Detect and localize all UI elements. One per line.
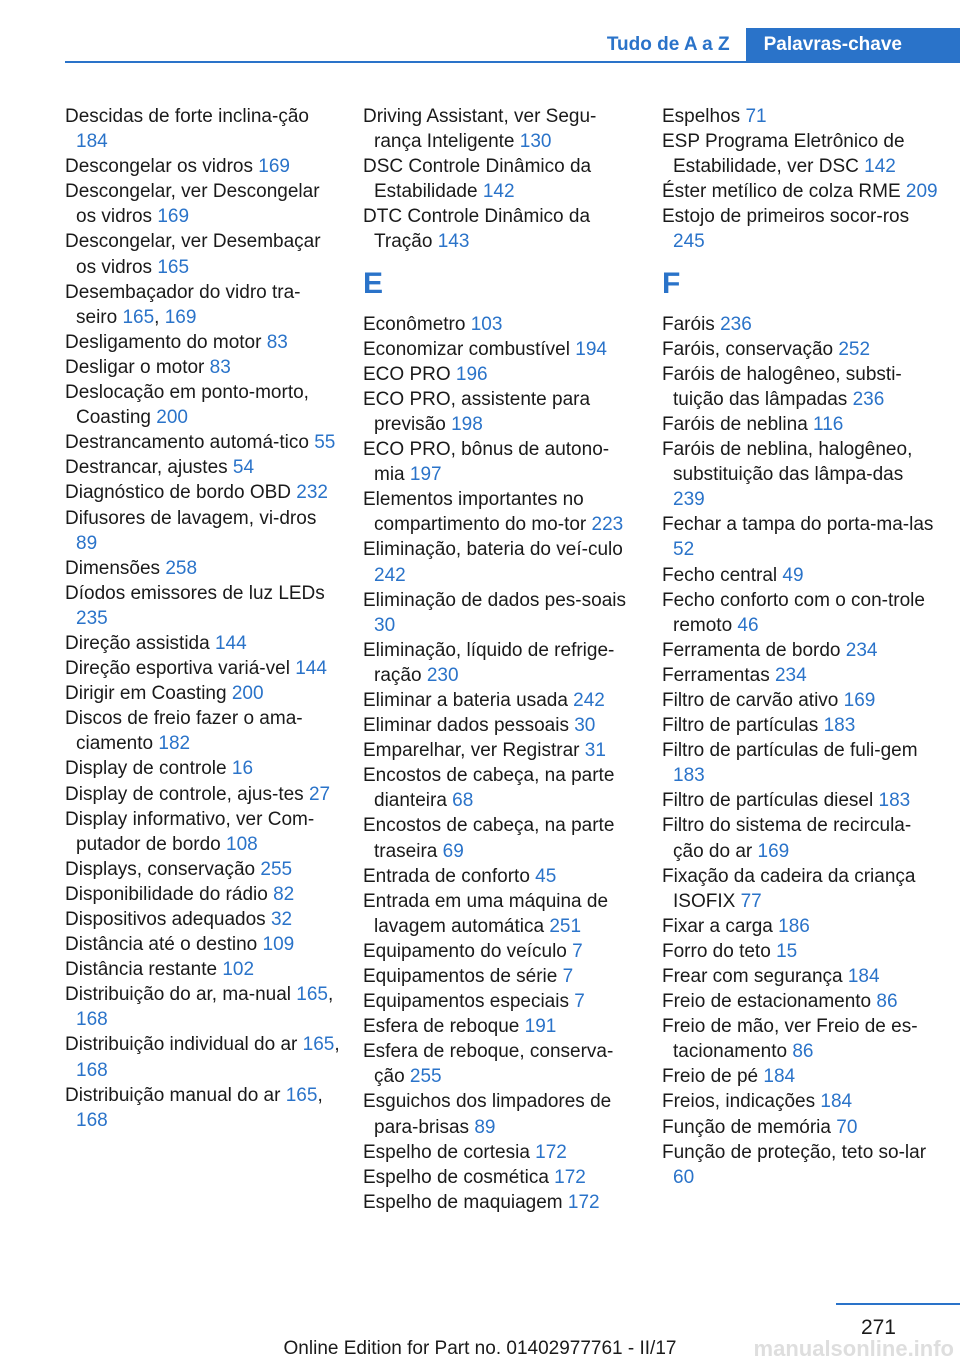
index-entry [65, 355, 341, 380]
index-entry: Distribuição do ar, ma‐nual 165, 168 [65, 984, 334, 1031]
page-link[interactable]: 169 [157, 206, 190, 228]
page-link[interactable]: 46 [737, 614, 759, 636]
page-link[interactable]: 198 [451, 413, 483, 435]
entry-term: Filtro de partículas de fuli‐gem [662, 740, 918, 762]
entry-term: Fixar a carga [662, 915, 773, 937]
entry-term: Eliminação, líquido de refrige‐ração [363, 639, 615, 686]
index-entry [662, 813, 938, 863]
entry-term: Espelho de maquiagem [363, 1191, 563, 1213]
index-entry [363, 989, 639, 1014]
entry-term: Eliminação, bateria do veí‐culo [363, 539, 623, 561]
index-entry [662, 1140, 938, 1190]
page-link[interactable]: 209 [905, 181, 938, 203]
page-link[interactable]: 116 [813, 413, 844, 435]
entry-term: Direção assistida [65, 632, 210, 654]
page-link[interactable]: 82 [273, 883, 295, 905]
index-entry: Distribuição manual do ar 165, 168 [65, 1084, 323, 1131]
entry-term: Equipamento do veículo [363, 940, 567, 962]
page-link[interactable]: 83 [209, 356, 231, 378]
entry-term: Díodos emissores de luz LEDs [65, 582, 325, 604]
page-link[interactable]: 60 [673, 1166, 695, 1188]
page-link[interactable]: 165 [302, 1034, 335, 1056]
entry-term: Deslocação em ponto-morto, Coasting [65, 382, 309, 429]
page-link[interactable]: 30 [374, 614, 396, 636]
page-link[interactable]: 86 [876, 991, 898, 1013]
index-entry [363, 1089, 639, 1139]
index-entry [662, 1064, 938, 1089]
entry-term: Eliminar a bateria usada [363, 689, 568, 711]
index-entry [662, 104, 938, 129]
page-link[interactable]: 200 [156, 407, 188, 429]
entry-term: Filtro de carvão ativo [662, 689, 839, 711]
index-entry [65, 104, 341, 154]
page-link[interactable]: 7 [562, 966, 574, 987]
index-entry [662, 1115, 938, 1140]
footer-rule [836, 1303, 960, 1305]
index-entry [662, 788, 938, 813]
entry-term: Espelho de cortesia [363, 1141, 530, 1163]
page-link[interactable]: 45 [535, 865, 557, 887]
index-entry [65, 756, 341, 781]
index-entry [662, 362, 938, 412]
index-entry [65, 932, 341, 957]
index-entry [363, 104, 639, 154]
page-link[interactable]: 169 [757, 840, 790, 862]
page-link[interactable]: 169 [258, 156, 290, 178]
entry-term: Dimensões [65, 557, 161, 579]
index-entry [363, 337, 639, 362]
index-entry [363, 813, 639, 863]
entry-term: Faróis de neblina [662, 413, 808, 435]
entry-term: Encostos de cabeça, na parte dianteira [363, 765, 615, 812]
page-link[interactable]: 108 [226, 833, 258, 855]
tab-keywords[interactable]: Palavras-chave [746, 28, 960, 62]
entry-term: Difusores de lavagem, vi‐dros [65, 507, 317, 529]
entry-term: Fixação da cadeira da criança ISOFIX [662, 865, 916, 912]
entry-term: Dirigir em Coasting [65, 683, 227, 705]
index-entry [662, 713, 938, 738]
index-entry [65, 480, 341, 505]
index-entry [65, 631, 341, 656]
page-link[interactable]: 15 [776, 940, 798, 962]
index-column-2 [363, 104, 639, 1215]
index-entry [662, 638, 938, 663]
entry-term: Filtro do sistema de recircula‐ção do ar [662, 815, 912, 862]
index-entry [65, 179, 341, 229]
page-link[interactable]: 242 [573, 689, 605, 711]
entry-term: ECO PRO, assistente para previsão [363, 388, 591, 435]
page-link[interactable]: 258 [165, 557, 198, 579]
entry-term: Econômetro [363, 313, 466, 335]
page-link[interactable]: 69 [442, 840, 464, 862]
entry-term: Eliminação de dados pes‐soais [363, 589, 626, 611]
entry-term: Descongelar, ver Desembaçar os vidros [65, 231, 321, 278]
entry-term: Economizar combustível [363, 338, 570, 360]
index-entry [363, 688, 639, 713]
index-entry [662, 129, 938, 179]
index-entry [363, 964, 639, 989]
entry-term: ECO PRO, bônus de autono‐mia [363, 439, 610, 486]
page-link[interactable]: 232 [296, 482, 328, 504]
entry-term: Faróis [662, 313, 715, 335]
tab-all-a-to-z[interactable]: Tudo de A a Z [591, 28, 746, 62]
page-link[interactable]: 103 [470, 313, 503, 335]
entry-term: Descongelar, ver Descongelar os vidros [65, 181, 320, 228]
page-link[interactable]: 27 [308, 783, 331, 805]
entry-term: Fecho conforto com o con‐trole remoto [662, 589, 925, 636]
index-entry [65, 782, 341, 807]
page-link[interactable]: 169 [843, 689, 876, 711]
index-entry [65, 807, 341, 857]
page-link[interactable]: 172 [535, 1141, 567, 1163]
page-link[interactable]: 183 [878, 790, 911, 812]
page-link[interactable]: 165 [285, 1084, 318, 1106]
entry-term: Diagnóstico de bordo OBD [65, 482, 292, 504]
index-entry [363, 1014, 639, 1039]
page-link[interactable]: 71 [745, 106, 767, 127]
page-link[interactable]: 234 [774, 664, 807, 686]
index-entry [662, 588, 938, 638]
entry-term: Faróis, conservação [662, 338, 834, 360]
index-entry [662, 939, 938, 964]
index-entry [662, 914, 938, 939]
index-entry [662, 179, 938, 204]
entry-term: Distribuição do ar, ma‐nual [65, 984, 291, 1006]
page-link[interactable]: 184 [76, 131, 108, 153]
index-entry [65, 882, 341, 907]
page-link[interactable]: 184 [847, 966, 880, 987]
page-link[interactable]: 183 [673, 765, 705, 787]
entry-term: Freio de mão, ver Freio de es‐tacionamento [662, 1016, 918, 1063]
index-entry [65, 581, 341, 631]
page-link[interactable]: 196 [455, 363, 488, 385]
entry-term: Destrancamento automá‐tico [65, 432, 309, 454]
entry-term: Entrada em uma máquina de lavagem automática [363, 890, 609, 937]
entry-term: Equipamentos especiais [363, 991, 569, 1013]
index-entry [662, 688, 938, 713]
entry-term: Distribuição manual do ar [65, 1084, 281, 1106]
index-entry [363, 362, 639, 387]
page-link[interactable]: 182 [158, 733, 191, 755]
entry-term: Forro do teto [662, 940, 771, 962]
index-entry [363, 864, 639, 889]
entry-term: Elementos importantes no compartimento do mo‐tor [363, 489, 587, 536]
page-link[interactable]: 86 [792, 1041, 814, 1063]
index-entry [65, 154, 341, 179]
entry-term: Função de proteção, teto so‐lar [662, 1141, 927, 1163]
index-entry [65, 455, 341, 480]
page-link[interactable]: 89 [76, 532, 98, 554]
entry-term: Freio de estacionamento [662, 991, 872, 1013]
index-entry [65, 681, 341, 706]
page-link[interactable]: 77 [740, 890, 762, 912]
entry-term: DTC Controle Dinâmico da Tração [363, 206, 591, 253]
entry-term: Dispositivos adequados [65, 909, 266, 930]
entry-term: Frear com segurança [662, 966, 843, 987]
index-entry [65, 506, 341, 556]
page-link[interactable]: 7 [574, 991, 585, 1013]
index-entry [662, 337, 938, 362]
page-link[interactable]: 49 [782, 564, 804, 586]
entry-term: Display de controle [65, 758, 227, 780]
header-rule [65, 61, 960, 63]
page-link[interactable]: 165 [157, 256, 190, 278]
page-link[interactable]: 230 [426, 664, 459, 686]
index-entry [65, 229, 341, 279]
page-link[interactable]: 54 [232, 457, 255, 479]
page-link[interactable]: 83 [266, 331, 288, 353]
page-link[interactable]: 143 [437, 231, 470, 253]
index-entry [662, 663, 938, 688]
entry-term: Espelhos [662, 106, 741, 127]
entry-term: Disponibilidade do rádio [65, 883, 268, 905]
entry-term: Desembaçador do vidro tra‐seiro [65, 281, 301, 328]
index-column-3 [662, 104, 938, 1190]
index-entry [65, 556, 341, 581]
entry-term: Ferramentas [662, 664, 770, 686]
page-link[interactable]: 236 [852, 388, 885, 410]
entry-term: ECO PRO [363, 363, 451, 385]
page-link[interactable]: 168 [76, 1059, 108, 1081]
index-entry [65, 656, 341, 681]
page-link[interactable]: 184 [820, 1091, 853, 1113]
page-link[interactable]: 16 [231, 758, 254, 780]
page-link[interactable]: 142 [482, 181, 515, 203]
page-number: 271 [860, 1316, 896, 1339]
index-entry [662, 864, 938, 914]
page-link[interactable]: 223 [591, 514, 624, 536]
entry-term: Encostos de cabeça, na parte traseira [363, 815, 615, 862]
entry-term: Estojo de primeiros socor‐ros [662, 206, 910, 228]
page-link[interactable]: 245 [673, 231, 705, 253]
entry-term: Descidas de forte inclina‐ção [65, 106, 309, 127]
page-link[interactable]: 235 [76, 607, 108, 629]
watermark: manualsonline.info [753, 1336, 954, 1361]
entry-term: Emparelhar, ver Registrar [363, 740, 580, 762]
page-link[interactable]: 186 [778, 915, 810, 937]
index-entry [65, 957, 341, 982]
index-entry [363, 312, 639, 337]
entry-term: Display informativo, ver Com‐putador de bordo [65, 808, 315, 855]
page-link[interactable]: 200 [231, 683, 264, 705]
index-entry [65, 857, 341, 882]
index-entry [662, 1089, 938, 1114]
index-entry [65, 706, 341, 756]
page-link[interactable]: 172 [567, 1191, 600, 1213]
index-entry [363, 638, 639, 688]
entry-term: Esfera de reboque [363, 1016, 520, 1038]
entry-term: Distribuição individual do ar [65, 1034, 298, 1056]
page-link[interactable]: 168 [76, 1009, 108, 1031]
index-entry [662, 204, 938, 254]
entry-term: Descongelar os vidros [65, 156, 253, 178]
index-entry [363, 939, 639, 964]
index-entry [662, 989, 938, 1014]
index-column-1 [65, 104, 341, 1133]
page-link[interactable]: 165 [122, 306, 155, 328]
index-entry [662, 512, 938, 562]
index-entry [363, 487, 639, 537]
index-entry [363, 154, 639, 204]
page-link[interactable]: 52 [673, 539, 695, 561]
entry-term: Éster metílico de colza RME [662, 181, 901, 203]
page-link[interactable]: 236 [720, 313, 752, 335]
index-entry: Desembaçador do vidro tra‐seiro 165, 169 [65, 281, 301, 328]
entry-term: Equipamentos de série [363, 966, 558, 987]
index-entry [65, 430, 341, 455]
page-link[interactable]: 144 [295, 658, 327, 680]
entry-term: Esfera de reboque, conserva‐ção [363, 1041, 614, 1088]
index-entry [662, 563, 938, 588]
page-link[interactable]: 7 [572, 940, 583, 962]
entry-term: Fechar a tampa do porta-ma‐las [662, 514, 934, 536]
page-link[interactable]: 55 [314, 432, 336, 454]
page-link[interactable]: 70 [836, 1116, 858, 1138]
page-link[interactable]: 168 [76, 1109, 108, 1131]
entry-term: Filtro de partículas diesel [662, 790, 874, 812]
page-link[interactable]: 165 [296, 984, 328, 1006]
index-entry [363, 387, 639, 437]
page-link[interactable]: 109 [262, 934, 295, 956]
page-link[interactable]: 255 [260, 858, 293, 880]
entry-term: Entrada de conforto [363, 865, 530, 887]
page-link[interactable]: 239 [673, 489, 705, 511]
entry-term: Espelho de cosmética [363, 1166, 549, 1188]
entry-term: Função de memória [662, 1116, 831, 1138]
page-link[interactable]: 172 [554, 1166, 586, 1188]
entry-term: Freios, indicações [662, 1091, 816, 1113]
entry-term: Freio de pé [662, 1066, 759, 1088]
index-entry [662, 738, 938, 788]
index-entry [363, 1039, 639, 1089]
entry-term: Eliminar dados pessoais [363, 715, 569, 737]
index-entry [363, 204, 639, 254]
page-link[interactable]: 142 [864, 156, 896, 178]
entry-term: Distância restante [65, 959, 218, 981]
page-link[interactable]: 31 [584, 740, 606, 762]
index-entry [363, 537, 639, 587]
index-entry [662, 1014, 938, 1064]
entry-term: Filtro de partículas [662, 715, 819, 737]
entry-term: Discos de freio fazer o ama‐ciamento [65, 708, 303, 755]
index-entry [662, 412, 938, 437]
page-link[interactable]: 191 [524, 1016, 557, 1038]
index-entry [662, 312, 938, 337]
page-link[interactable]: 89 [474, 1116, 496, 1138]
page-link[interactable]: 30 [574, 715, 596, 737]
index-entry [363, 713, 639, 738]
page-link[interactable]: 251 [549, 915, 582, 937]
index-entry [363, 1140, 639, 1165]
index-entry [662, 964, 938, 989]
index-entry [363, 763, 639, 813]
index-entry [363, 1165, 639, 1190]
entry-term: Driving Assistant, ver Segu‐rança Inteligente [363, 106, 597, 153]
page-link[interactable]: 102 [222, 959, 255, 981]
page-link[interactable]: 194 [575, 338, 607, 360]
entry-term: Desligamento do motor [65, 331, 262, 353]
page-link[interactable]: 32 [270, 909, 293, 930]
index-entry [363, 588, 639, 638]
index-entry [363, 889, 639, 939]
edition-footer: Online Edition for Part no. 01402977761 - II/17 [283, 1338, 677, 1359]
page-link[interactable]: 183 [823, 715, 856, 737]
entry-term: Esguichos dos limpadores de para-brisas [363, 1091, 612, 1138]
page-link[interactable]: 144 [214, 632, 247, 654]
index-entry [363, 1190, 639, 1215]
entry-term: Display de controle, ajus‐tes [65, 783, 304, 805]
entry-term: Fecho central [662, 564, 778, 586]
index-entry [363, 437, 639, 487]
entry-term: Direção esportiva variá‐vel [65, 658, 290, 680]
section-letter: F [662, 266, 681, 300]
page-link[interactable]: 234 [845, 639, 878, 661]
entry-term: Distância até o destino [65, 934, 258, 956]
index-entry [363, 738, 639, 763]
entry-term: ESP Programa Eletrônico de Estabilidade, ver DSC [662, 131, 905, 178]
page-link[interactable]: 242 [374, 564, 406, 586]
page-link[interactable]: 197 [409, 464, 442, 486]
page-link[interactable]: 184 [763, 1066, 796, 1088]
page-link[interactable]: 169 [164, 306, 197, 328]
page-link[interactable]: 255 [409, 1066, 442, 1088]
entry-term: Desligar o motor [65, 356, 205, 378]
entry-term: Displays, conservação [65, 858, 256, 880]
index-entry [65, 330, 341, 355]
entry-term: Destrancar, ajustes [65, 457, 228, 479]
page-link[interactable]: 252 [838, 338, 871, 360]
section-letter: E [363, 266, 384, 300]
index-entry [662, 437, 938, 512]
entry-term: Faróis de halogêneo, substi‐tuição das lâmpadas [662, 363, 902, 410]
header-tabs [591, 28, 960, 62]
page-link[interactable]: 68 [452, 790, 474, 812]
page-link[interactable]: 130 [519, 131, 552, 153]
entry-term: DSC Controle Dinâmico da Estabilidade [363, 156, 592, 203]
index-entry [65, 907, 341, 932]
index-entry [65, 380, 341, 430]
index-entry: Distribuição individual do ar 165, 168 [65, 1034, 340, 1081]
entry-term: Faróis de neblina, halogêneo, substituição das lâmpa‐das [662, 439, 913, 486]
entry-term: Ferramenta de bordo [662, 639, 841, 661]
